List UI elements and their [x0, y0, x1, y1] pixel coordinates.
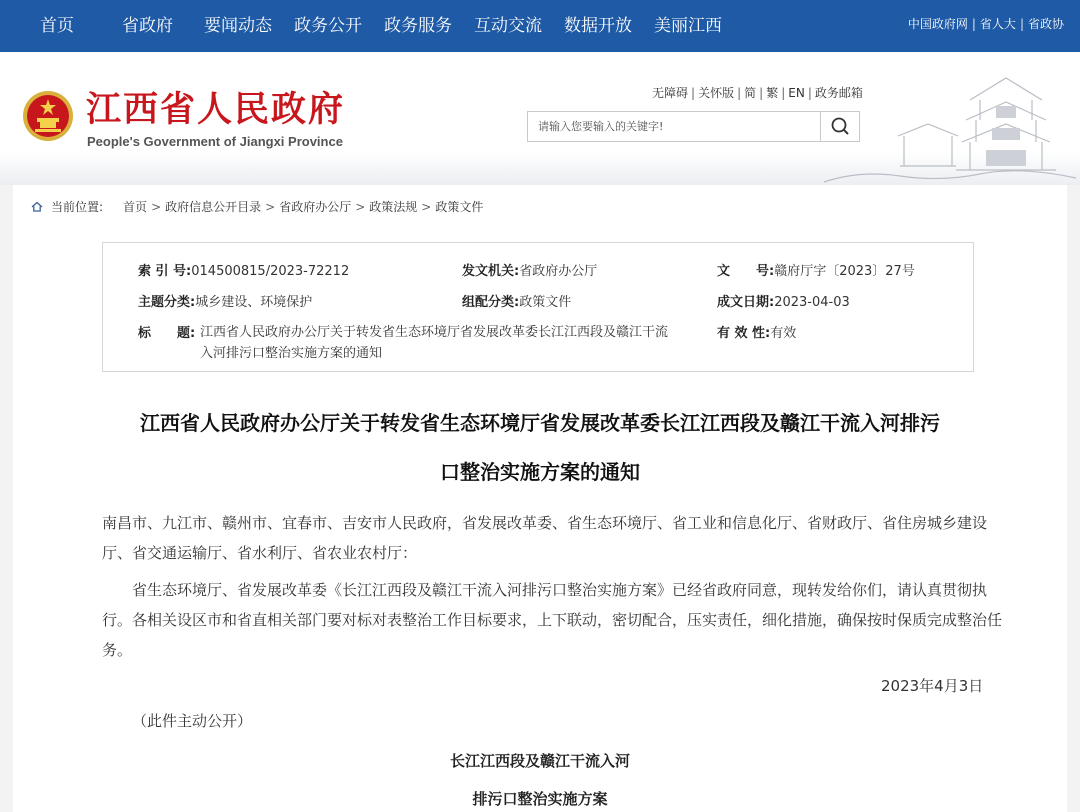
- divider: |: [759, 86, 764, 100]
- paragraph-line: 南昌市、九江市、赣州市、宜春市、吉安市人民政府，省发展改革委、省生态环境厅、省工业和信息化厅、省财政厅、省住房城乡建设: [102, 514, 988, 532]
- divider: |: [781, 86, 786, 100]
- metadata-label: 主题分类:: [138, 295, 196, 310]
- divider: |: [737, 86, 742, 100]
- home-icon: [31, 201, 43, 212]
- national-emblem-icon: [22, 90, 74, 142]
- document-recipients: [102, 508, 987, 568]
- nav-item-beautiful-jiangxi[interactable]: 美丽江西: [654, 16, 722, 36]
- metadata-title-value: [200, 322, 668, 364]
- nav-item-interaction[interactable]: 互动交流: [474, 16, 542, 36]
- divider: |: [691, 86, 696, 100]
- link-simplified-chinese[interactable]: 简: [744, 86, 757, 100]
- link-china-government[interactable]: 中国政府网: [907, 17, 968, 31]
- metadata-value: 城乡建设、环境保护: [195, 295, 313, 310]
- nav-item-government-affairs-disclosure[interactable]: 政务公开: [294, 16, 362, 36]
- breadcrumb-separator: >: [355, 200, 366, 214]
- metadata-label: 组配分类:: [462, 295, 520, 310]
- paragraph-line: 省生态环境厅、省发展改革委《长江江西段及赣江干流入河排污口整治实施方案》已经省政府同意，现转发给你们，请认真贯彻执: [132, 581, 988, 599]
- breadcrumb-policy-documents[interactable]: 政策文件: [435, 200, 484, 214]
- metadata-value: 有效: [770, 326, 797, 341]
- metadata-label: 有 效 性:: [717, 326, 771, 341]
- metadata-label: 索 引 号:: [138, 264, 192, 279]
- nav-item-home[interactable]: 首页: [40, 16, 74, 36]
- metadata-issuing-authority: [462, 260, 597, 279]
- nav-item-news[interactable]: 要闻动态: [204, 16, 272, 36]
- breadcrumb-home[interactable]: 首页: [123, 200, 148, 214]
- divider: |: [1019, 17, 1024, 31]
- metadata-title-line: 入河排污口整治实施方案的通知: [200, 346, 383, 361]
- breadcrumb-separator: >: [151, 200, 162, 214]
- metadata-written-date: [717, 291, 850, 310]
- paragraph-line: 厅、省交通运输厅、省水利厅、省农业农村厅：: [102, 544, 418, 562]
- site-title[interactable]: 江西省人民政府: [86, 90, 346, 130]
- metadata-validity: [717, 322, 796, 341]
- breadcrumb-separator: >: [265, 200, 276, 214]
- attachment-title-line: 长江江西段及赣江干流入河: [449, 752, 630, 770]
- link-accessibility[interactable]: 无障碍: [652, 86, 689, 100]
- document-metadata-box: [102, 242, 974, 372]
- metadata-value: 2023-04-03: [774, 295, 850, 310]
- document-title-line: 江西省人民政府办公厅关于转发省生态环境厅省发展改革委长江江西段及赣江干流入河排污: [140, 411, 940, 435]
- link-provincial-cppcc[interactable]: 省政协: [1027, 17, 1064, 31]
- breadcrumb: [31, 198, 483, 215]
- breadcrumb-separator: >: [421, 200, 432, 214]
- document-title-line: 口整治实施方案的通知: [440, 460, 640, 484]
- metadata-value: 014500815/2023-72212: [191, 264, 350, 279]
- document-body: [102, 575, 1002, 665]
- metadata-title-label: 标 题:: [138, 326, 196, 341]
- metadata-index-number: [138, 260, 349, 279]
- document-title: [13, 402, 1067, 493]
- content-panel: [13, 185, 1067, 812]
- site-header: [0, 52, 1080, 185]
- metadata-theme: [138, 291, 312, 310]
- metadata-value: 省政府办公厅: [519, 264, 598, 279]
- nav-item-government-services[interactable]: 政务服务: [384, 16, 452, 36]
- metadata-category: [462, 291, 571, 310]
- metadata-title-line: 江西省人民政府办公厅关于转发省生态环境厅省发展改革委长江江西段及赣江干流: [200, 325, 669, 340]
- attachment-title-line: 排污口整治实施方案: [472, 790, 608, 808]
- top-navigation-bar: [0, 0, 1080, 52]
- link-government-mailbox[interactable]: 政务邮箱: [814, 86, 863, 100]
- search-input[interactable]: [527, 111, 821, 142]
- link-english[interactable]: EN: [788, 86, 805, 100]
- metadata-label: 文 号:: [717, 264, 775, 279]
- divider: |: [807, 86, 812, 100]
- metadata-label: 成文日期:: [717, 295, 775, 310]
- metadata-value: 赣府厅字〔2023〕27号: [774, 264, 915, 279]
- link-traditional-chinese[interactable]: 繁: [766, 86, 779, 100]
- link-provincial-congress[interactable]: 省人大: [979, 17, 1016, 31]
- breadcrumb-info-disclosure-directory[interactable]: 政府信息公开目录: [165, 200, 262, 214]
- link-care-version[interactable]: 关怀版: [698, 86, 735, 100]
- breadcrumb-label: 当前位置:: [51, 200, 104, 214]
- metadata-document-number: [717, 260, 915, 279]
- nav-item-open-data[interactable]: 数据开放: [564, 16, 632, 36]
- metadata-label: 发文机关:: [462, 264, 520, 279]
- divider: |: [971, 17, 976, 31]
- site-subtitle: People's Government of Jiangxi Province: [87, 134, 343, 149]
- document-publicity-note: （此件主动公开）: [132, 712, 253, 730]
- tengwang-pavilion-illustration: [820, 66, 1080, 185]
- nav-item-provincial-government[interactable]: 省政府: [122, 16, 173, 36]
- paragraph-line: 行。各相关设区市和省直相关部门要对标对表整治工作目标要求，上下联动，密切配合，压实责任，细化措施，确保按时保质完成整治任: [102, 611, 1003, 629]
- top-right-links: [908, 0, 1064, 52]
- breadcrumb-policies-regulations[interactable]: 政策法规: [369, 200, 418, 214]
- metadata-value: 政策文件: [519, 295, 572, 310]
- document-date: 2023年4月3日: [881, 677, 984, 695]
- breadcrumb-general-office[interactable]: 省政府办公厅: [279, 200, 352, 214]
- paragraph-line: 务。: [102, 641, 133, 659]
